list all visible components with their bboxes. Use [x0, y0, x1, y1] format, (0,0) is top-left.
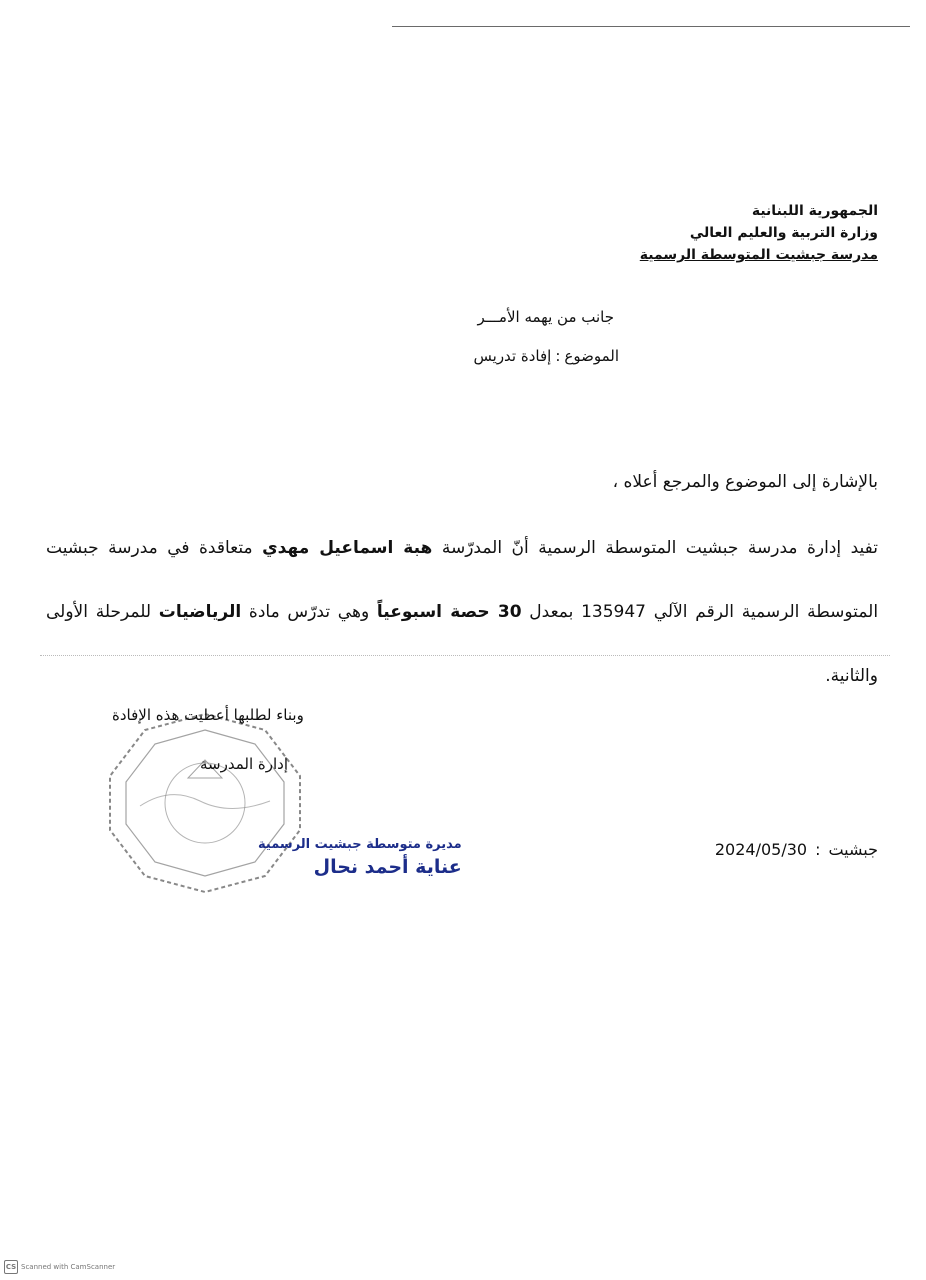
camscanner-logo-icon: CS — [4, 1260, 18, 1274]
principal-title: مديرة متوسطة جبشيت الرسمية — [258, 837, 462, 852]
school-name: مدرسة جبشيت المتوسطة الرسمية — [639, 247, 878, 263]
place-date: جبشيت:2024/05/30 — [714, 840, 878, 859]
top-border-line — [392, 26, 910, 27]
weekly-hours: 30 حصة اسبوعياً — [376, 602, 522, 622]
principal-name: عناية أحمد نحال — [313, 856, 462, 878]
teacher-name: هبة اسماعيل مهدي — [262, 538, 433, 558]
administration-label: إدارة المدرسة — [200, 755, 289, 773]
principal-signature — [258, 834, 462, 878]
dotted-fill-line — [40, 655, 890, 657]
subject-label: الموضوع — [564, 347, 619, 365]
recipient-line: جانب من يهمه الأمـــر — [477, 308, 614, 326]
reference-line: بالإشارة إلى الموضوع والمرجع أعلاه ، — [612, 472, 878, 492]
ministry-name: وزارة التربية والعليم العالي — [689, 225, 878, 241]
letterhead — [640, 200, 878, 266]
scanner-watermark — [4, 1260, 115, 1274]
letter-date: 2024/05/30 — [714, 840, 808, 859]
body-text-4: للمرحلة الأولى والثانية. — [46, 602, 878, 686]
place-name: جبشيت — [828, 840, 878, 859]
closing-line: وبناء لطلبها أعطيت هذه الإفادة — [112, 706, 304, 724]
body-text-1: تفيد إدارة مدرسة جبشيت المتوسطة الرسمية أنّ المدرّسة — [441, 538, 879, 558]
body-text-2: متعاقدة في مدرسة جبشيت المتوسطة الرسمية الرقم الآلي 135947 بمعدل — [46, 538, 879, 622]
subject-line: الموضوع:إفادة تدريس — [473, 347, 619, 365]
body-paragraph — [46, 516, 878, 708]
subject-taught: الرياضيات — [158, 602, 242, 622]
country-name: الجمهورية اللبنانية — [751, 203, 878, 219]
body-text-3: وهي تدرّس مادة — [248, 602, 370, 622]
scanner-text: Scanned with CamScanner — [21, 1263, 116, 1271]
subject-value: إفادة تدريس — [473, 347, 552, 365]
